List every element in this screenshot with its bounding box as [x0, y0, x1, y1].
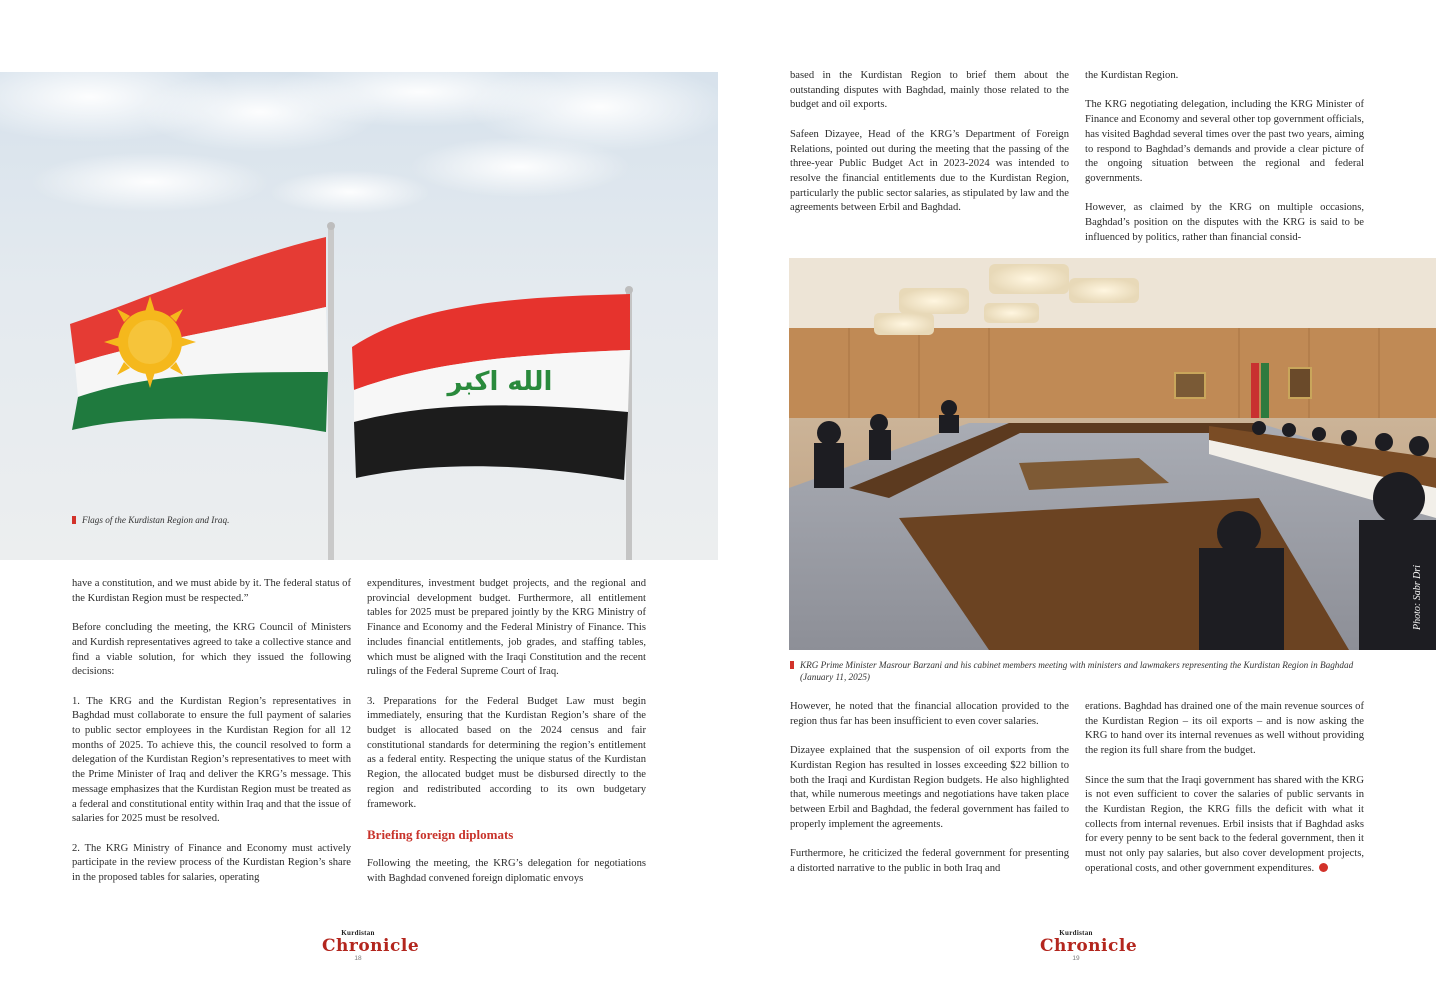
right-bottom-column-1: [790, 700, 1069, 876]
paragraph: have a constitution, and we must abide by it. The federal status of the Kurdistan Region must be respected.”: [72, 578, 351, 604]
logo-top-text: Kurdistan: [1059, 929, 1093, 937]
caption-marker: [72, 516, 76, 524]
logo-main-text: Chronicle: [1040, 936, 1138, 956]
logo-main-text: Chronicle: [322, 936, 420, 956]
iraq-flag-script: الله اكبر: [447, 367, 553, 397]
paragraph: the Kurdistan Region.: [1085, 70, 1179, 81]
paragraph: erations. Baghdad has drained one of the main revenue sources of the Kurdistan Region – its oil exports – and is now asking the KRG to hand over its internal revenues as well without providing the region its full share from the budget.: [1085, 701, 1364, 757]
paragraph: 3. Preparations for the Federal Budget Law must begin immediately, ensuring that the Kurdistan Region’s share of the budget is allocated based on the 2024 census and fair constitutional standards for determining the region’s entitlement as a federal entity. Respecting the unique status of the Kurdistan Region, the allocated budget must be disbursed directly to the region and redistributed according to its own budgetary framework.: [367, 695, 646, 810]
paragraph: 1. The KRG and the Kurdistan Region’s representatives in Baghdad must collaborate to ensure the full payment of salaries to public sector employees in the Kurdistan Region for all 12 months of 2025. To achieve this, the council resolved to form a delegation of the Kurdistan Region’s representatives to meet with the Prime Minister of Iraq and deliver the KRG’s message. This message emphasizes that the Kurdistan Region must be treated as a federal and constitutional entity within Iraq and that the issue of salaries for 2025 must be resolved.: [72, 695, 351, 825]
meeting-photo: [789, 258, 1436, 650]
footer-logo-right: [1040, 929, 1138, 963]
left-column-2: [367, 577, 646, 886]
right-top-column-2: [1085, 69, 1364, 245]
meeting-photo-caption: KRG Prime Minister Masrour Barzani and his cabinet members meeting with ministers and lawmakers representing the Kurdistan Region in Baghdad (January 11, 2025): [790, 659, 1370, 683]
logo-top-text: Kurdistan: [341, 929, 375, 937]
flags-photo: [0, 72, 718, 560]
paragraph: Since the sum that the Iraqi government has shared with the KRG is not even sufficient to cover the salaries of public servants in the Kurdistan Region, the KRG fills the deficit with what it collects from internal revenues. Erbil insists that if Baghdad asks for every penny to be sent back to the federal government, then it must not only pay salaries, but also cover development projects, operational costs, and other government expenditures.: [1085, 774, 1364, 874]
section-heading: Briefing foreign diplomats: [367, 826, 514, 842]
paragraph: Before concluding the meeting, the KRG Council of Ministers and Kurdish representatives agreed to take a collective stance and find a viable solution, for which they issued the following decisions:: [72, 622, 351, 678]
flags-photo-caption: Flags of the Kurdistan Region and Iraq.: [72, 514, 372, 526]
paragraph: Furthermore, he criticized the federal government for presenting a distorted narrative to the public in both Iraq and: [790, 848, 1069, 874]
paragraph: Following the meeting, the KRG’s delegation for negotiations with Baghdad convened foreign diplomatic envoys: [367, 857, 646, 884]
paragraph: Dizayee explained that the suspension of oil exports from the Kurdistan Region has resulted in losses exceeding $22 billion to both the Iraqi and Kurdistan Region budgets. He also highlighted that, while numerous meetings and negotiations have taken place between Erbil and Baghdad, the federal government has failed to properly implement the agreements.: [790, 745, 1069, 830]
paragraph: However, as claimed by the KRG on multiple occasions, Baghdad’s position on the disputes with the KRG is said to be influenced by politics, rather than financial consid-: [1085, 202, 1364, 243]
paragraph: 2. The KRG Ministry of Finance and Economy must actively participate in the review process of the Kurdistan Region’s share in the proposed tables for salaries, operating: [72, 842, 351, 884]
page-number: 19: [1072, 955, 1080, 962]
right-top-column-1: [790, 69, 1069, 216]
footer-logo-left: [322, 929, 420, 963]
paragraph: expenditures, investment budget projects, and the regional and provincial development budget. Furthermore, all entitlement tables for 2025 must be prepared jointly by the KRG Ministry of Finance and Economy and the Federal Ministry of Finance. This includes financial entitlements, job grades, and staffing tables, which must be aligned with the Iraqi Constitution and the recent rulings of the Federal Supreme Court of Iraq.: [367, 578, 646, 678]
caption-marker: [790, 661, 794, 669]
page-number: 18: [354, 955, 362, 962]
paragraph: The KRG negotiating delegation, including the KRG Minister of Finance and Economy and several other top government officials, has visited Baghdad several times over the past two years, aiming to respond to Baghdad’s demands and provide a clear picture of the ongoing situation between the regional and federal governments.: [1085, 99, 1364, 184]
left-column-1: [72, 577, 351, 886]
paragraph: Safeen Dizayee, Head of the KRG’s Department of Foreign Relations, pointed out during the meeting that the passing of the three-year Public Budget Act in 2023-2024 was intended to resolve the financial entitlements due to the Kurdistan Region, particularly the public sector salaries, as stipulated by law and the agreements between Erbil and Baghdad.: [790, 128, 1069, 214]
photo-credit: Photo: Sabr Dri: [1412, 565, 1423, 630]
paragraph: However, he noted that the financial allocation provided to the region thus far has been insufficient to even cover salaries.: [790, 701, 1069, 727]
right-bottom-column-2: [1085, 700, 1364, 876]
paragraph: based in the Kurdistan Region to brief them about the outstanding disputes with Baghdad, mainly those related to the budget and oil exports.: [790, 70, 1069, 111]
end-of-article-dot: [1319, 863, 1328, 872]
